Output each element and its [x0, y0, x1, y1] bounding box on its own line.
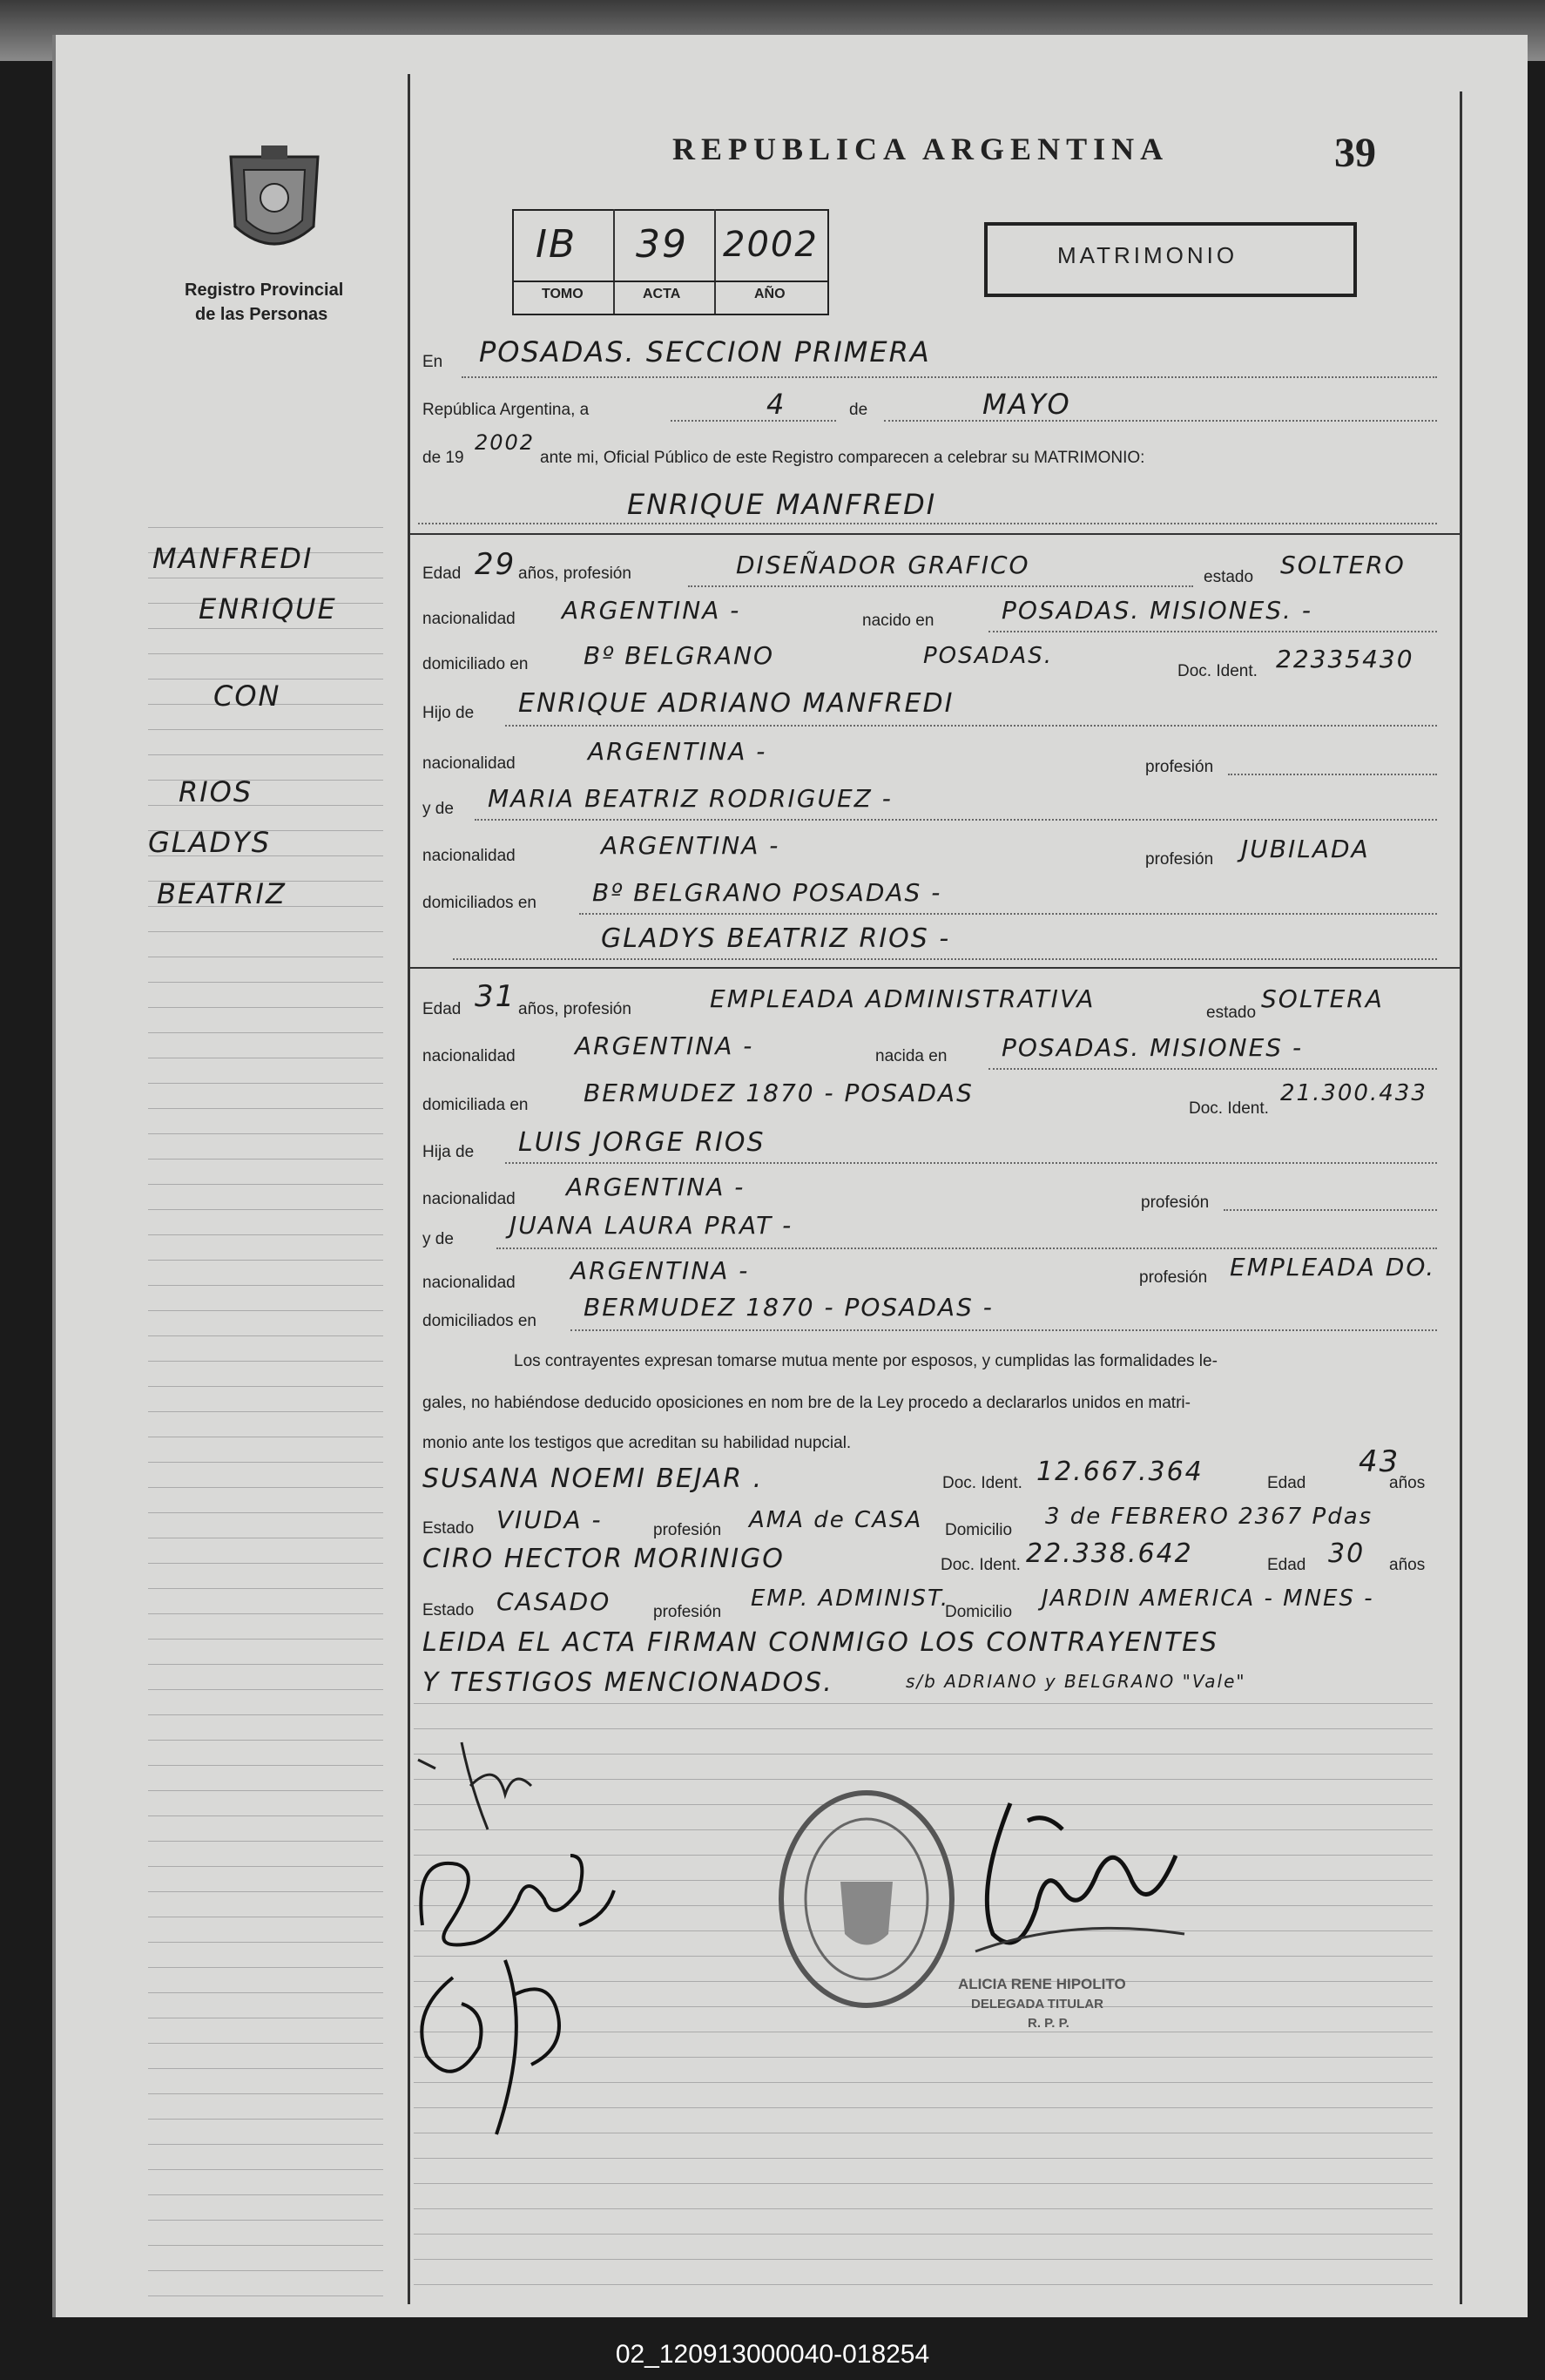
- bride-doc: 21.300.433: [1280, 1080, 1427, 1106]
- tomo-value: IB: [536, 222, 577, 267]
- groom-father-prof-label: profesión: [1145, 758, 1214, 776]
- bride-name-rule: [453, 958, 1437, 960]
- margin-rule: [148, 653, 383, 654]
- witness2-age: 30: [1328, 1538, 1366, 1569]
- groom-doc-label: Doc. Ident.: [1177, 662, 1258, 680]
- groom-address-city: POSADAS.: [923, 643, 1054, 669]
- margin-rule: [148, 1260, 383, 1261]
- bride-estado-label: estado: [1206, 1004, 1257, 1022]
- groom-father-line: [505, 725, 1437, 727]
- margin-con: CON: [213, 680, 281, 713]
- margin-rule: [148, 729, 383, 730]
- margin-rule: [148, 527, 383, 528]
- margin-rule: [148, 754, 383, 755]
- correction-note: s/b ADRIANO y BELGRANO "Vale": [906, 1671, 1246, 1692]
- bride-parents-dom-label: domiciliados en: [422, 1312, 536, 1330]
- witness2-profession: EMP. ADMINIST.: [751, 1586, 950, 1612]
- witness1-edad-label: Edad: [1267, 1474, 1306, 1492]
- place: POSADAS. SECCION PRIMERA: [479, 335, 931, 368]
- body-rule: [414, 1728, 1433, 1729]
- margin-rule: [148, 1815, 383, 1816]
- margin-rule: [148, 1866, 383, 1867]
- witness2-estado-label: Estado: [422, 1601, 475, 1619]
- tomo-label: TOMO: [542, 287, 584, 301]
- groom-name-line-rule: [418, 523, 1437, 524]
- margin-rule: [148, 2295, 383, 2296]
- margin-rule: [148, 1563, 383, 1564]
- groom-birthplace-line: [988, 631, 1437, 632]
- bride-birthplace-line: [988, 1068, 1437, 1070]
- bride-birthplace: POSADAS. MISIONES -: [1002, 1033, 1304, 1062]
- day: 4: [766, 388, 786, 421]
- groom-name-line: ENRIQUE MANFREDI: [627, 488, 937, 521]
- margin-rule: [148, 1209, 383, 1210]
- margin-rule: [148, 1361, 383, 1362]
- margin-rule: [148, 1335, 383, 1336]
- groom-father-nationality: ARGENTINA -: [588, 737, 767, 766]
- closing-line2: Y TESTIGOS MENCIONADOS.: [422, 1667, 833, 1698]
- bride-father-nac-label: nacionalidad: [422, 1190, 516, 1208]
- stamp-line3: R. P. P.: [1028, 2016, 1069, 2031]
- margin-rule: [148, 1992, 383, 1993]
- groom-dom-label: domiciliado en: [422, 655, 529, 673]
- margin-rule: [148, 1639, 383, 1640]
- country-heading: REPUBLICA ARGENTINA: [672, 132, 1170, 166]
- bride-mother-prof-label: profesión: [1139, 1268, 1208, 1287]
- bride-hija-label: Hija de: [422, 1143, 475, 1161]
- margin-rule: [148, 1462, 383, 1463]
- groom-mother-line: [475, 819, 1437, 821]
- day-line: [671, 420, 836, 422]
- groom-mother-nac-label: nacionalidad: [422, 847, 516, 865]
- de-label: de: [849, 401, 868, 419]
- margin-rule: [148, 1133, 383, 1134]
- witness2-address: JARDIN AMERICA - MNES -: [1042, 1586, 1374, 1612]
- groom-mother-profession: JUBILADA: [1241, 835, 1370, 863]
- groom-nac-label: nacionalidad: [422, 610, 516, 628]
- bride-mother-line: [496, 1247, 1437, 1249]
- stamp-line1: ALICIA RENE HIPOLITO: [958, 1976, 1126, 1992]
- bride-doc-label: Doc. Ident.: [1189, 1099, 1269, 1118]
- groom-profession-line: [688, 585, 1193, 587]
- witness1-doc-label: Doc. Ident.: [942, 1474, 1022, 1492]
- box-divider-2: [714, 209, 716, 314]
- witness2-edad-label: Edad: [1267, 1556, 1306, 1574]
- margin-rule: [148, 2169, 383, 2170]
- margin-rule: [148, 2144, 383, 2145]
- groom-address: Bº BELGRANO: [584, 641, 775, 670]
- groom-father-nac-label: nacionalidad: [422, 754, 516, 773]
- groom-anos-prof-label: años, profesión: [518, 565, 631, 583]
- official-signature: [941, 1786, 1202, 1960]
- stamp-line2: DELEGADA TITULAR: [971, 1997, 1103, 2012]
- margin-rule: [148, 982, 383, 983]
- margin-rule: [148, 2043, 383, 2044]
- witness2-doc-label: Doc. Ident.: [941, 1556, 1021, 1574]
- bride-anos-prof-label: años, profesión: [518, 1000, 631, 1018]
- margin-rule: [148, 1765, 383, 1766]
- margin-rule: [148, 1714, 383, 1715]
- declaration-line3: monio ante los testigos que acreditan su habilidad nupcial.: [422, 1434, 852, 1452]
- margin-rule: [148, 1108, 383, 1109]
- official-seal: [775, 1786, 958, 2012]
- witness2-civil-status: CASADO: [496, 1587, 611, 1616]
- margin-rule: [148, 1740, 383, 1741]
- bride-age: 31: [475, 979, 516, 1014]
- section-divider-1: [409, 533, 1460, 535]
- margin-rule: [148, 1310, 383, 1311]
- margin-rule: [148, 1411, 383, 1412]
- year-prefix: de 19: [422, 449, 464, 467]
- box-label-divider: [512, 281, 827, 282]
- margin-rule: [148, 1841, 383, 1842]
- margin-rule: [148, 1184, 383, 1185]
- body-rule: [414, 1703, 1433, 1704]
- groom-hijo-label: Hijo de: [422, 704, 475, 722]
- declaration-line1: Los contrayentes expresan tomarse mutua mente por esposos, y cumplidas las formalidades le-: [514, 1352, 1218, 1370]
- margin-rule: [148, 1386, 383, 1387]
- body-rule: [414, 2183, 1433, 2184]
- margin-rule: [148, 1159, 383, 1160]
- groom-parents-dom-label: domiciliados en: [422, 894, 536, 912]
- bride-parents-line: [570, 1329, 1437, 1331]
- bride-mother-nationality: ARGENTINA -: [570, 1256, 750, 1285]
- bride-name-line: GLADYS BEATRIZ RIOS -: [601, 923, 951, 954]
- bride-mother-nac-label: nacionalidad: [422, 1274, 516, 1292]
- margin-rule: [148, 1234, 383, 1235]
- margin-rule: [148, 2119, 383, 2120]
- groom-father: ENRIQUE ADRIANO MANFREDI: [518, 688, 955, 719]
- margin-rule: [148, 2093, 383, 2094]
- bride-father-prof-line: [1224, 1209, 1437, 1211]
- bride-nationality: ARGENTINA -: [575, 1031, 754, 1060]
- en-label: En: [422, 353, 443, 371]
- witness1-doc: 12.667.364: [1036, 1457, 1204, 1487]
- margin-rule: [148, 2068, 383, 2069]
- margin-rule: [148, 2194, 383, 2195]
- margin-rule: [148, 1007, 383, 1008]
- margin-surname-groom: MANFREDI: [152, 542, 314, 575]
- groom-estado-label: estado: [1204, 568, 1254, 586]
- margin-rule: [148, 1942, 383, 1943]
- bride-address: BERMUDEZ 1870 - POSADAS: [584, 1078, 974, 1107]
- margin-rule: [148, 1285, 383, 1286]
- groom-yde-label: y de: [422, 800, 454, 818]
- bride-dom-label: domiciliada en: [422, 1096, 529, 1114]
- groom-nacido-label: nacido en: [862, 612, 934, 630]
- body-rule: [414, 1754, 1433, 1755]
- right-border: [1460, 91, 1462, 2304]
- witness1-estado-label: Estado: [422, 1519, 475, 1538]
- margin-rule: [148, 1083, 383, 1084]
- bride-profession: EMPLEADA ADMINISTRATIVA: [710, 984, 1096, 1013]
- groom-civil-status: SOLTERO: [1280, 551, 1406, 579]
- month-line: [884, 420, 1437, 422]
- republica-label: República Argentina, a: [422, 401, 590, 419]
- registry-name-line2: de las Personas: [195, 305, 328, 324]
- margin-name-bride: GLADYS: [148, 826, 272, 859]
- bride-yde-label: y de: [422, 1230, 454, 1248]
- witness2-anos-label: años: [1389, 1556, 1426, 1574]
- groom-birthplace: POSADAS. MISIONES. -: [1002, 596, 1312, 625]
- groom-nationality: ARGENTINA -: [562, 596, 741, 625]
- groom-age: 29: [475, 547, 516, 582]
- anio-label: AÑO: [754, 287, 786, 301]
- body-rule: [414, 2158, 1433, 2159]
- groom-profession: DISEÑADOR GRAFICO: [736, 551, 1030, 579]
- witness2-dom-label: Domicilio: [945, 1603, 1013, 1621]
- bride-signature: [401, 1943, 610, 2143]
- bride-mother-profession: EMPLEADA DO.: [1230, 1253, 1436, 1281]
- anio-value: 2002: [723, 225, 819, 265]
- witness2-name: CIRO HECTOR MORINIGO: [422, 1544, 785, 1574]
- groom-father-prof-line: [1228, 774, 1437, 775]
- bride-nacida-label: nacida en: [875, 1047, 948, 1065]
- margin-rule: [148, 1790, 383, 1791]
- groom-doc: 22335430: [1276, 645, 1414, 673]
- bride-edad-label: Edad: [422, 1000, 462, 1018]
- body-rule: [414, 2284, 1433, 2285]
- body-rule: [414, 2259, 1433, 2260]
- bride-mother: JUANA LAURA PRAT -: [509, 1211, 793, 1240]
- month: MAYO: [982, 388, 1071, 421]
- section-divider-2: [409, 967, 1460, 969]
- registry-emblem: [222, 144, 327, 261]
- bride-father-line: [505, 1162, 1437, 1164]
- groom-parents-address: Bº BELGRANO POSADAS -: [592, 878, 942, 907]
- margin-name-groom: ENRIQUE: [199, 592, 337, 625]
- margin-rule: [148, 1512, 383, 1513]
- witness1-prof-label: profesión: [653, 1521, 722, 1539]
- acta-label: ACTA: [643, 287, 681, 301]
- body-rule: [414, 2234, 1433, 2235]
- margin-rule: [148, 1689, 383, 1690]
- groom-mother: MARIA BEATRIZ RODRIGUEZ -: [488, 784, 893, 813]
- margin-rule: [148, 1588, 383, 1589]
- bride-civil-status: SOLTERA: [1261, 984, 1384, 1013]
- groom-edad-label: Edad: [422, 565, 462, 583]
- margin-name-bride-2: BEATRIZ: [157, 877, 287, 910]
- bride-parents-address: BERMUDEZ 1870 - POSADAS -: [584, 1293, 994, 1322]
- declaration-line2: gales, no habiéndose deducido oposiciones en nom bre de la Ley procedo a declararlos unidos en matri-: [422, 1394, 1191, 1412]
- margin-rule: [148, 1613, 383, 1614]
- margin-rule: [148, 2270, 383, 2271]
- body-rule: [414, 1779, 1433, 1780]
- acta-value: 39: [636, 222, 688, 267]
- bride-father-prof-label: profesión: [1141, 1193, 1210, 1212]
- margin-rule: [148, 1487, 383, 1488]
- margin-rule: [148, 1967, 383, 1968]
- witness1-anos-label: años: [1389, 1474, 1426, 1492]
- place-line: [462, 376, 1437, 378]
- doc-type: MATRIMONIO: [1057, 242, 1238, 268]
- box-divider-1: [613, 209, 615, 314]
- margin-rule: [148, 1032, 383, 1033]
- groom-mother-nationality: ARGENTINA -: [601, 831, 780, 860]
- margin-surname-bride: RIOS: [179, 775, 253, 808]
- margin-rule: [148, 1891, 383, 1892]
- image-caption: 02_120913000040-018254: [615, 2340, 930, 2369]
- witness1-profession: AMA de CASA: [749, 1507, 923, 1533]
- margin-rule: [148, 628, 383, 629]
- witness1-civil-status: VIUDA -: [496, 1505, 603, 1534]
- bride-nac-label: nacionalidad: [422, 1047, 516, 1065]
- witness1-name: SUSANA NOEMI BEJAR .: [422, 1464, 764, 1494]
- registry-name-line1: Registro Provincial: [185, 281, 344, 300]
- margin-rule: [148, 2245, 383, 2246]
- bride-father-nationality: ARGENTINA -: [566, 1173, 746, 1201]
- witness2-prof-label: profesión: [653, 1603, 722, 1621]
- witness2-doc: 22.338.642: [1026, 1538, 1193, 1569]
- margin-rule: [148, 931, 383, 932]
- intro-text: ante mi, Oficial Público de este Registro comparecen a celebrar su MATRIMONIO:: [540, 449, 1145, 467]
- margin-rule: [148, 2220, 383, 2221]
- closing-line1: LEIDA EL ACTA FIRMAN CONMIGO LOS CONTRAYENTES: [422, 1627, 1219, 1658]
- witness1-address: 3 de FEBRERO 2367 Pdas: [1045, 1504, 1373, 1530]
- page-number: 39: [1334, 130, 1376, 176]
- body-rule: [414, 2208, 1433, 2209]
- margin-rule: [148, 1664, 383, 1665]
- groom-mother-prof-label: profesión: [1145, 850, 1214, 869]
- witness1-dom-label: Domicilio: [945, 1521, 1013, 1539]
- groom-parents-line: [579, 913, 1437, 915]
- bride-father: LUIS JORGE RIOS: [518, 1127, 766, 1158]
- year-value: 2002: [475, 430, 536, 455]
- witness1-age: 43: [1359, 1444, 1400, 1479]
